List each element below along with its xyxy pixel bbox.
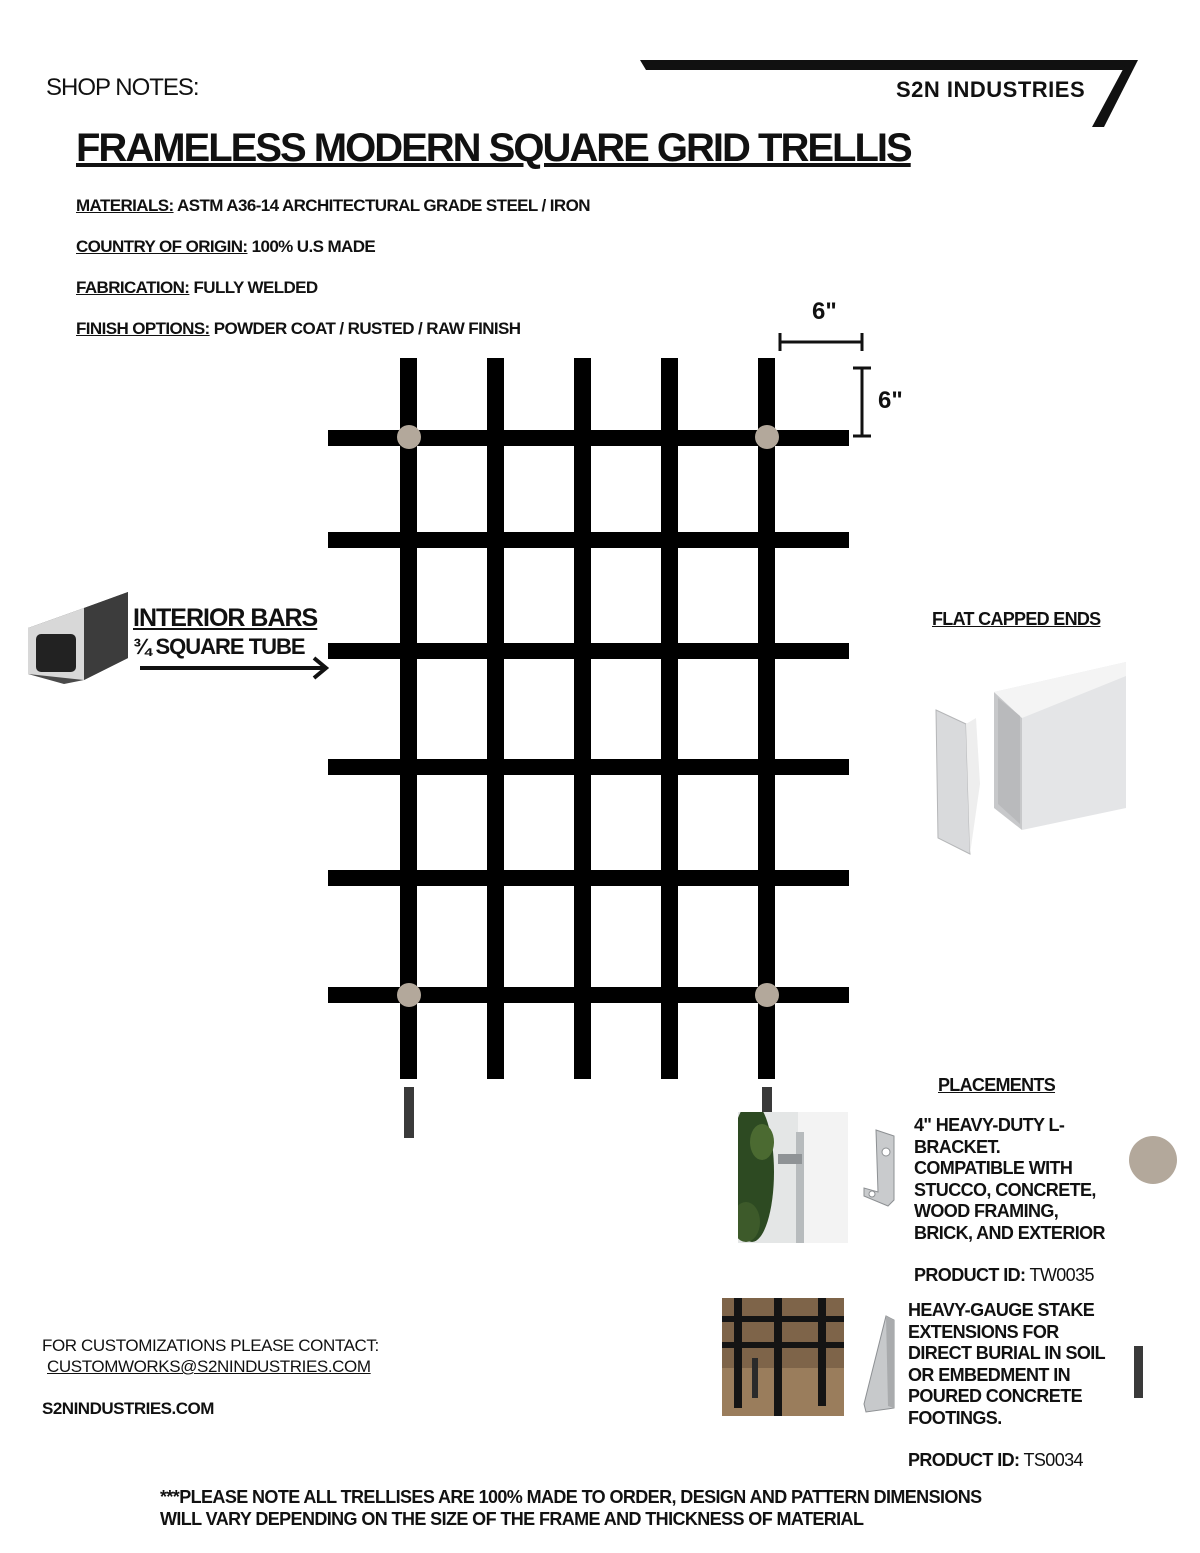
spec-origin-key: COUNTRY OF ORIGIN: <box>76 237 248 256</box>
l-bracket-icon <box>858 1126 902 1210</box>
square-tube-image <box>24 588 134 688</box>
stake-description <box>908 1300 1105 1430</box>
stake-line: HEAVY-GAUGE STAKE <box>908 1300 1095 1320</box>
stake-installed-photo <box>722 1298 844 1416</box>
shop-notes-label: SHOP NOTES: <box>46 74 199 101</box>
bracket-description <box>914 1115 1105 1245</box>
spec-materials-key: MATERIALS: <box>76 196 174 215</box>
vertical-bar <box>487 358 504 1079</box>
bracket-line: STUCCO, CONCRETE, <box>914 1179 1096 1200</box>
horizontal-spacing-label: 6" <box>812 298 837 325</box>
flat-cap-image <box>928 658 1128 858</box>
stake-line: DIRECT BURIAL IN SOIL <box>908 1343 1106 1364</box>
footer-line-2: WILL VARY DEPENDING ON THE SIZE OF THE FRAME AND THICKNESS OF MATERIAL <box>160 1509 864 1529</box>
vertical-bar <box>574 358 591 1079</box>
spec-finish-key: FINISH OPTIONS: <box>76 319 210 338</box>
contact-line: FOR CUSTOMIZATIONS PLEASE CONTACT: <box>42 1336 379 1355</box>
vertical-spacing-label: 6" <box>878 387 903 414</box>
vertical-bar <box>400 358 417 1079</box>
vertical-bar <box>661 358 678 1079</box>
horizontal-bar <box>328 532 849 548</box>
contact-email-link[interactable]: CUSTOMWORKS@S2NINDUSTRIES.COM <box>47 1357 371 1376</box>
interior-bars-title: INTERIOR BARS <box>133 604 318 632</box>
horizontal-bar <box>328 643 849 659</box>
interior-bars-subtitle: ¾ SQUARE TUBE <box>133 634 305 659</box>
bracket-line: 4" HEAVY-DUTY L- <box>914 1115 1065 1135</box>
mount-point <box>397 983 421 1007</box>
footer-note <box>160 1486 982 1530</box>
bracket-product-id-value: TW0035 <box>1025 1265 1094 1285</box>
stake-product-id <box>908 1450 1083 1472</box>
stake-product-id-value: TS0034 <box>1019 1450 1083 1470</box>
placements-heading: PLACEMENTS <box>938 1075 1056 1095</box>
bracket-product-id <box>914 1265 1094 1287</box>
stake-extension-icon <box>860 1314 896 1414</box>
contact-block <box>42 1335 379 1377</box>
stake-extension <box>404 1087 414 1138</box>
brand-name: S2N INDUSTRIES <box>896 77 1086 102</box>
bracket-installed-photo <box>738 1112 848 1243</box>
mount-point <box>755 983 779 1007</box>
bracket-line: COMPATIBLE WITH <box>914 1158 1073 1179</box>
flat-capped-ends-title: FLAT CAPPED ENDS <box>932 609 1101 629</box>
page-title: FRAMELESS MODERN SQUARE GRID TRELLIS <box>76 126 911 170</box>
horizontal-bar <box>328 870 849 886</box>
bracket-legend-dot <box>1129 1136 1177 1184</box>
website-link[interactable]: S2NINDUSTRIES.COM <box>42 1399 214 1418</box>
bracket-line: WOOD FRAMING, <box>914 1201 1059 1222</box>
bracket-line: BRACKET. <box>914 1136 1001 1157</box>
stake-line: OR EMBEDMENT IN <box>908 1364 1071 1385</box>
spec-origin-value: 100% U.S MADE <box>247 237 376 256</box>
spec-fabrication-key: FABRICATION: <box>76 278 190 297</box>
stake-line: FOOTINGS. <box>908 1407 1002 1428</box>
vertical-bar <box>758 358 775 1079</box>
spec-materials-value: ASTM A36-14 ARCHITECTURAL GRADE STEEL / IRON <box>173 196 590 215</box>
stake-legend-bar <box>1134 1346 1143 1398</box>
mount-point <box>755 425 779 449</box>
mount-point <box>397 425 421 449</box>
stake-line: POURED CONCRETE <box>908 1386 1083 1407</box>
stake-line: EXTENSIONS FOR <box>908 1321 1059 1342</box>
stake-product-id-key: PRODUCT ID: <box>908 1450 1020 1470</box>
bracket-product-id-key: PRODUCT ID: <box>914 1265 1026 1285</box>
bracket-line: BRICK, AND EXTERIOR <box>914 1222 1105 1243</box>
spec-finish-value: POWDER COAT / RUSTED / RAW FINISH <box>209 319 521 338</box>
spec-fabrication-value: FULLY WELDED <box>189 278 318 297</box>
horizontal-bar <box>328 759 849 775</box>
footer-line-1: ***PLEASE NOTE ALL TRELLISES ARE 100% MADE TO ORDER, DESIGN AND PATTERN DIMENSIONS <box>160 1487 982 1507</box>
arrow-right-icon <box>138 655 332 683</box>
